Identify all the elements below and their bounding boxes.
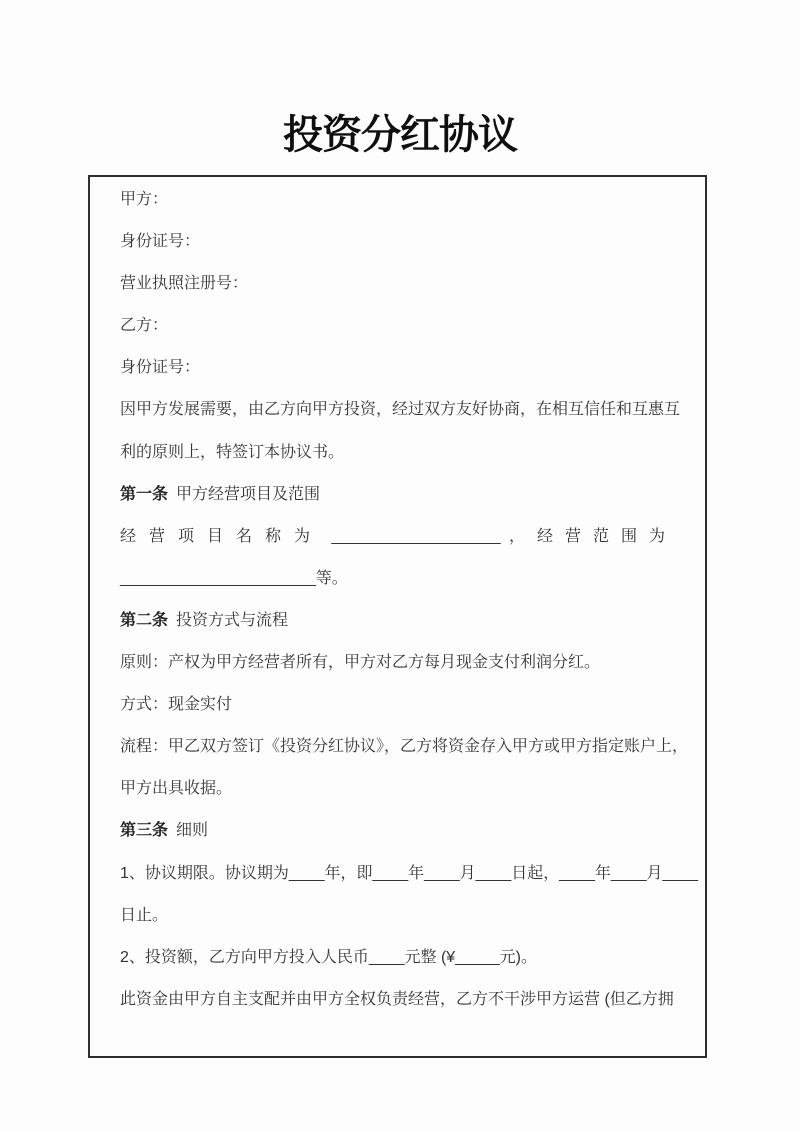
clause-title: 甲方经营项目及范围 [176, 485, 321, 503]
line-text: 经营项目名称为 [120, 527, 324, 545]
line-text: ，经营范围为 [508, 527, 677, 545]
investment-amount-line [120, 937, 677, 979]
process-line-1 [120, 726, 689, 768]
process-line-2 [120, 768, 677, 810]
party-a-label-line [120, 179, 677, 221]
clause-number: 第一条 [120, 485, 169, 503]
line-text: 乙方： [120, 317, 169, 335]
clause-2-heading [120, 600, 677, 642]
project-name-blank-line [120, 516, 677, 558]
line-text: 利的原则上，特签订本协议书。 [120, 443, 345, 461]
clause-1-heading [120, 474, 677, 516]
business-scope-blank-line [120, 558, 677, 600]
business-license-line [120, 263, 677, 305]
clause-title: 细则 [176, 822, 209, 840]
line-text: 此资金由甲方自主支配并由甲方全权负责经营，乙方不干涉甲方运营 (但乙方拥 [120, 990, 674, 1008]
funds-control-line [120, 979, 677, 1021]
document-title: 投资分红协议 [283, 113, 517, 157]
agreement-body-box [88, 175, 707, 1058]
line-text: 甲方出具收据。 [120, 780, 233, 798]
line-text: 2、投资额，乙方向甲方投入人民币____元整 (¥_____元)。 [120, 948, 537, 966]
clause-title: 投资方式与流程 [176, 611, 289, 629]
line-text: ______________________等。 [120, 569, 348, 587]
term-line-2 [120, 895, 677, 937]
line-text: 原则：产权为甲方经营者所有，甲方对乙方每月现金支付利润分红。 [120, 654, 601, 672]
line-text: 流程：甲乙双方签订《投资分红协议》，乙方将资金存入甲方或甲方指定账户上， [120, 738, 689, 756]
line-text: 身份证号： [120, 233, 201, 251]
term-line-1 [120, 853, 699, 895]
fill-in-blank: ___________________ [331, 527, 501, 545]
clause-3-heading [120, 810, 677, 852]
line-text: 因甲方发展需要，由乙方向甲方投资，经过双方友好协商，在相互信任和互惠互 [120, 401, 681, 419]
line-text: 身份证号： [120, 359, 201, 377]
principle-line [120, 642, 677, 684]
line-text: 甲方： [120, 191, 169, 208]
party-b-id-line [120, 347, 677, 389]
preamble-line-2 [120, 432, 677, 474]
clause-number: 第二条 [120, 611, 169, 629]
party-a-id-line [120, 221, 677, 263]
party-b-label-line [120, 305, 677, 347]
preamble-line-1 [120, 389, 681, 431]
line-text: 方式：现金实付 [120, 696, 233, 714]
method-line [120, 684, 677, 726]
line-text: 日止。 [120, 906, 169, 924]
clause-number: 第三条 [120, 822, 169, 840]
line-text: 营业执照注册号： [120, 275, 249, 293]
line-text: 1、协议期限。协议期为____年，即____年____月____日起，____年____月____ [120, 864, 699, 882]
